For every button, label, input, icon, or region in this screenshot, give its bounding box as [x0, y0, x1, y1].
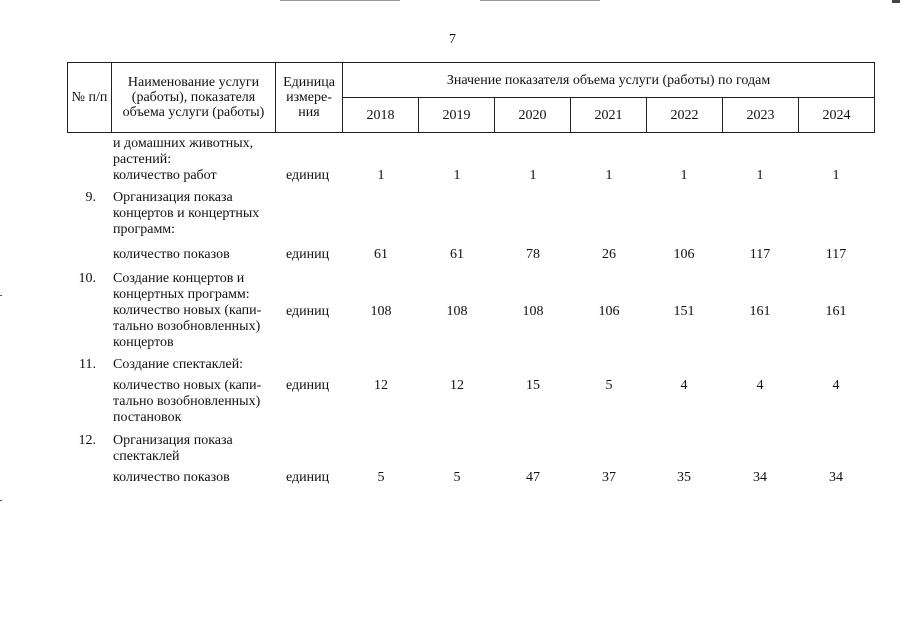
row-sub-line: количество новых (капи- [113, 378, 262, 393]
row-value: 1 [832, 168, 840, 183]
row-value: 1 [453, 168, 461, 183]
row-unit: единиц [286, 378, 330, 393]
row-value: 4 [756, 378, 764, 393]
row-value: 61 [450, 247, 464, 262]
row-value: 106 [673, 247, 695, 262]
row-value: 151 [673, 304, 695, 319]
row-value: 1 [377, 168, 385, 183]
row-value: 15 [526, 378, 540, 393]
scan-edge-mark-right [892, 0, 900, 3]
scan-edge-mark-left [0, 500, 2, 501]
row-unit: единиц [286, 168, 330, 183]
row-value: 78 [526, 247, 540, 262]
row-name-line: и домашних животных, [113, 136, 254, 151]
row-unit: единиц [286, 470, 330, 485]
row-value: 4 [832, 378, 840, 393]
row-value: 1 [756, 168, 764, 183]
row-value: 34 [829, 470, 843, 485]
row-value: 12 [450, 378, 464, 393]
row-number: 12. [78, 433, 96, 448]
row-name-line: спектаклей [113, 449, 180, 464]
row-value: 161 [749, 304, 771, 319]
row-name-line: Создание концертов и [113, 271, 245, 286]
row-sub-line: тально возобновленных) [113, 394, 261, 409]
row-value: 61 [374, 247, 388, 262]
row-value: 117 [749, 247, 771, 262]
row-value: 1 [529, 168, 537, 183]
table-header [67, 62, 875, 133]
table-row [0, 136, 905, 186]
row-unit: единиц [286, 247, 330, 262]
table-row [0, 190, 905, 270]
row-name-line: концертных программ: [113, 287, 250, 302]
header-year: 2019 [419, 98, 495, 133]
row-value: 108 [522, 304, 544, 319]
row-sub-label: количество показов [113, 470, 230, 485]
row-number: 10. [78, 271, 96, 286]
row-name-line: концертов и концертных [113, 206, 260, 221]
row-sub-line: постановок [113, 410, 182, 425]
row-value: 117 [825, 247, 847, 262]
row-value: 1 [680, 168, 688, 183]
row-name-line: программ: [113, 222, 176, 237]
page-number: 7 [449, 32, 456, 47]
row-value: 161 [825, 304, 847, 319]
row-value: 108 [370, 304, 392, 319]
header-year: 2023 [723, 98, 799, 133]
header-year: 2022 [647, 98, 723, 133]
row-value: 108 [446, 304, 468, 319]
row-value: 5 [605, 378, 613, 393]
header-values: Значение показателя объема услуги (работы) по годам [343, 63, 875, 98]
row-value: 1 [605, 168, 613, 183]
table-row [0, 433, 905, 493]
row-unit: единиц [286, 304, 330, 319]
row-value: 47 [526, 470, 540, 485]
row-sub-label: количество показов [113, 247, 230, 262]
header-name: Наименование услуги (работы), показателя объема услуги (работы) [112, 63, 276, 133]
row-name-line: Создание спектаклей: [113, 357, 244, 372]
row-value: 34 [753, 470, 767, 485]
scan-edge-mark-top [480, 0, 600, 1]
header-unit: Единица измере-ния [276, 63, 343, 133]
row-value: 4 [680, 378, 688, 393]
row-value: 5 [453, 470, 461, 485]
row-value: 37 [602, 470, 616, 485]
row-name-line: тально возобновленных) [113, 319, 261, 334]
row-name-line: концертов [113, 335, 174, 350]
row-number: 9. [85, 190, 96, 205]
row-value: 12 [374, 378, 388, 393]
row-sub-label: количество работ [113, 168, 217, 183]
table-row [0, 357, 905, 433]
header-year: 2024 [799, 98, 875, 133]
header-year: 2021 [571, 98, 647, 133]
row-name-line: Организация показа [113, 433, 233, 448]
header-year: 2018 [343, 98, 419, 133]
row-number: 11. [79, 357, 96, 372]
row-value: 106 [598, 304, 620, 319]
row-value: 26 [602, 247, 616, 262]
row-name-line: растений: [113, 152, 172, 167]
table-row [0, 271, 905, 355]
row-name-line: Организация показа [113, 190, 233, 205]
scan-edge-mark-top [280, 0, 400, 1]
header-num: № п/п [68, 63, 112, 133]
row-value: 5 [377, 470, 385, 485]
header-year: 2020 [495, 98, 571, 133]
row-name-line: количество новых (капи- [113, 303, 262, 318]
row-value: 35 [677, 470, 691, 485]
